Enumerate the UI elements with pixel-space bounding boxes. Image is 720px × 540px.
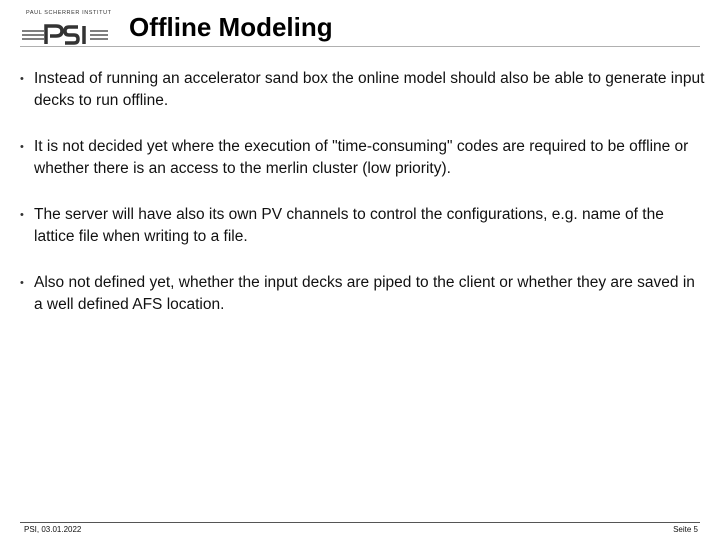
bullet-icon: • — [20, 73, 24, 85]
bullet-icon: • — [20, 277, 24, 289]
bullet-text: It is not decided yet where the execution of "time-consuming" codes are required to be offline or whether there is an access to the merlin cluster (low priority). — [34, 138, 689, 177]
bullet-item — [20, 204, 705, 248]
slide-title: Offline Modeling — [129, 12, 333, 42]
title-divider — [20, 46, 700, 47]
bullet-text: The server will have also its own PV channels to control the configurations, e.g. name of the lattice file when writing to a file. — [34, 206, 664, 245]
bullet-item — [20, 272, 705, 316]
psi-logo — [20, 10, 110, 46]
footer-date: PSI, 03.01.2022 — [24, 525, 82, 534]
bullet-item — [20, 136, 705, 180]
bullet-text: Also not defined yet, whether the input decks are piped to the client or whether they are saved in a well defined AFS location. — [34, 274, 695, 313]
footer-page-number: Seite 5 — [673, 525, 698, 534]
psi-logo-mark — [20, 17, 110, 47]
bullet-icon: • — [20, 141, 24, 153]
logo-tagline: PAUL SCHERRER INSTITUT — [26, 10, 112, 16]
bullet-list — [20, 68, 705, 340]
bullet-icon: • — [20, 209, 24, 221]
bullet-item — [20, 68, 705, 112]
footer-divider — [20, 522, 700, 523]
bullet-text: Instead of running an accelerator sand box the online model should also be able to generate input decks to run offline. — [34, 70, 705, 109]
